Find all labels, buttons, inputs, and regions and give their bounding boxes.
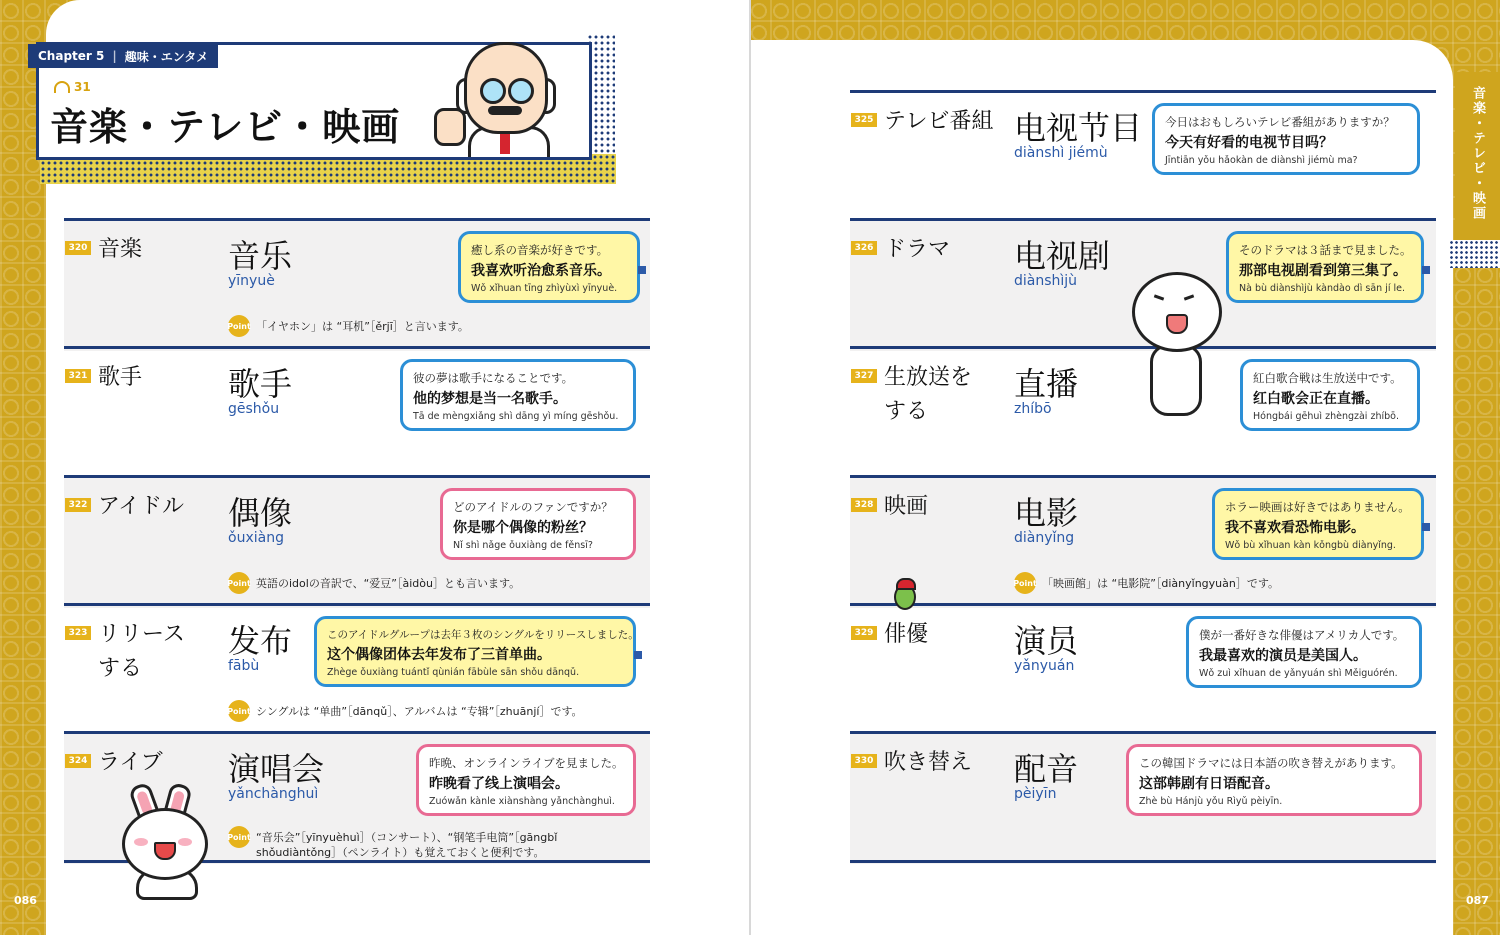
- entry-number: 325: [851, 113, 877, 127]
- example-pinyin: Nà bù diànshìjù kàndào dì sān jí le.: [1239, 283, 1405, 294]
- example-pinyin: Nǐ shì nǎge ǒuxiàng de fěnsī?: [453, 540, 593, 551]
- entry-japanese: ドラマ: [884, 237, 951, 262]
- point-note: [228, 700, 648, 722]
- entry-number: 330: [851, 754, 877, 768]
- point-icon: Point: [228, 315, 250, 337]
- example-chinese: 我喜欢听治愈系音乐。: [471, 263, 611, 279]
- bird-illustration: [892, 578, 916, 608]
- divider: [850, 860, 1436, 863]
- example-bubble: [458, 231, 640, 303]
- entry-number: 322: [65, 498, 91, 512]
- example-chinese: 那部电视剧看到第三集了。: [1239, 263, 1407, 279]
- entry-japanese: ライブ: [98, 750, 163, 775]
- example-pinyin: Wǒ zuì xǐhuan de yǎnyuán shì Měiguórén.: [1199, 668, 1398, 679]
- entry-pinyin: fābù: [228, 658, 260, 674]
- entry-chinese: 演员: [1014, 622, 1079, 660]
- entry-pinyin: zhíbō: [1014, 401, 1052, 417]
- example-bubble: [1226, 231, 1424, 303]
- example-japanese: 紅白歌合戦は生放送中です。: [1253, 371, 1402, 385]
- entry-number: 320: [65, 241, 91, 255]
- entry-pinyin: diànshìjù: [1014, 273, 1078, 289]
- entry-pinyin: gēshǒu: [228, 401, 280, 417]
- entry-number: 329: [851, 626, 877, 640]
- vocab-entry-330: [850, 731, 1436, 864]
- vocab-entry-325: [850, 90, 1436, 223]
- entry-japanese: 俳優: [884, 622, 929, 647]
- entry-chinese: 电视节目: [1014, 109, 1143, 147]
- cony-rabbit-illustration: [116, 784, 212, 896]
- point-icon: Point: [1014, 572, 1036, 594]
- example-bubble: [1126, 744, 1422, 816]
- point-note: [228, 572, 648, 594]
- example-japanese: このアイドルグループは去年３枚のシングルをリリースしました。: [327, 629, 639, 641]
- entry-japanese: テレビ番組: [884, 109, 994, 134]
- chapter-topic: 趣味・エンタメ: [124, 49, 209, 64]
- page-title: 音楽・テレビ・映画: [50, 105, 401, 149]
- entry-chinese: 直播: [1014, 365, 1079, 403]
- chapter-label: Chapter 5: [38, 49, 105, 63]
- brown-bear-illustration: [1132, 272, 1220, 418]
- point-text: 英語のidolの音訳で、“爱豆”［àidòu］とも言います。: [256, 577, 521, 590]
- point-text: シングルは “单曲”［dānqǔ］、アルバムは “专辑”［zhuānjí］です。: [256, 705, 583, 718]
- entry-number: 323: [65, 626, 91, 640]
- entry-pinyin: yīnyuè: [228, 273, 275, 289]
- example-pinyin: Zuówǎn kànle xiànshàng yǎnchànghuì.: [429, 796, 615, 807]
- point-note: [228, 315, 648, 337]
- chapter-tag: Chapter 5 | 趣味・エンタメ: [28, 44, 218, 68]
- example-bubble: [440, 488, 636, 560]
- entry-number: 326: [851, 241, 877, 255]
- example-japanese: どのアイドルのファンですか？: [453, 500, 613, 514]
- example-japanese: 今日はおもしろいテレビ番組がありますか？: [1165, 115, 1395, 129]
- page-number-right: 087: [1466, 894, 1489, 907]
- point-icon: Point: [228, 700, 250, 722]
- entry-pinyin: ǒuxiàng: [228, 530, 284, 546]
- entry-number: 324: [65, 754, 91, 768]
- entry-chinese: 电视剧: [1014, 237, 1111, 275]
- example-japanese: ホラー映画は好きではありません。: [1225, 500, 1410, 514]
- example-chinese: 我最喜欢的演员是美国人。: [1199, 648, 1367, 664]
- entry-japanese: 映画: [884, 494, 929, 519]
- example-japanese: 癒し系の音楽が好きです。: [471, 243, 609, 257]
- example-bubble: [1152, 103, 1420, 175]
- example-bubble: [400, 359, 636, 431]
- headphone-icon: [54, 81, 70, 93]
- entry-japanese: アイドル: [98, 494, 185, 519]
- entry-japanese: リリースする: [98, 622, 185, 681]
- vocab-entry-328: [850, 475, 1436, 608]
- vocab-entry-323: [64, 603, 650, 736]
- entry-number: 328: [851, 498, 877, 512]
- entry-pinyin: diànyǐng: [1014, 530, 1075, 546]
- entry-chinese: 配音: [1014, 750, 1079, 788]
- example-pinyin: Jīntiān yǒu hǎokàn de diànshì jiémù ma?: [1165, 155, 1358, 166]
- point-text: 「映画館」は “电影院”［diànyǐngyuàn］です。: [1042, 577, 1279, 590]
- section-side-tab: [1455, 72, 1500, 262]
- point-note: [228, 826, 638, 860]
- point-text: “音乐会”［yīnyuèhuì］（コンサート）、“钢笔手电筒”［gāngbǐ shǒudiàntǒng］（ペンライト）も覚えておくと便利です。: [256, 831, 558, 859]
- example-japanese: この韓国ドラマには日本語の吹き替えがあります。: [1139, 756, 1403, 770]
- entry-chinese: 偶像: [228, 494, 293, 532]
- example-pinyin: Hóngbái gēhuì zhèngzài zhíbō.: [1253, 411, 1399, 422]
- example-japanese: 昨晩、オンラインライブを見ました。: [429, 756, 624, 770]
- example-chinese: 我不喜欢看恐怖电影。: [1225, 520, 1365, 536]
- point-text: 「イヤホン」は “耳机”［ěrjī］と言います。: [256, 320, 469, 333]
- page-number-left: 086: [14, 894, 37, 907]
- side-tab-dots: [1449, 240, 1500, 268]
- entry-japanese: 歌手: [98, 365, 143, 390]
- vocab-entry-321: [64, 346, 650, 479]
- audio-track[interactable]: [54, 80, 91, 94]
- entry-pinyin: pèiyīn: [1014, 786, 1057, 802]
- example-bubble: [314, 616, 639, 687]
- point-note: [1014, 572, 1434, 594]
- point-icon: Point: [228, 572, 250, 594]
- example-chinese: 这个偶像团体去年发布了三首单曲。: [327, 647, 551, 663]
- entry-chinese: 发布: [228, 622, 293, 660]
- example-bubble: [1212, 488, 1424, 560]
- example-pinyin: Zhè bù Hánjù yǒu Rìyǔ pèiyīn.: [1139, 796, 1283, 807]
- example-chinese: 他的梦想是当一名歌手。: [413, 391, 567, 407]
- example-japanese: 僕が一番好きな俳優はアメリカ人です。: [1199, 628, 1405, 642]
- entry-number: 321: [65, 369, 91, 383]
- example-bubble: [416, 744, 636, 816]
- entry-japanese: 吹き替え: [884, 750, 973, 775]
- entry-chinese: 音乐: [228, 237, 293, 275]
- example-chinese: 今天有好看的电视节目吗？: [1165, 135, 1333, 151]
- entry-pinyin: diànshì jiémù: [1014, 145, 1108, 161]
- professor-illustration: [434, 38, 574, 156]
- example-chinese: 你是哪个偶像的粉丝？: [453, 520, 593, 536]
- entry-japanese: 生放送をする: [884, 365, 973, 424]
- entry-pinyin: yǎnyuán: [1014, 658, 1075, 674]
- side-tab-label: 音楽・テレビ・映画: [1470, 86, 1485, 221]
- track-number: 31: [74, 80, 91, 94]
- example-pinyin: Tā de mèngxiǎng shì dāng yì míng gēshǒu.: [413, 411, 619, 422]
- example-pinyin: Wǒ bù xǐhuan kàn kǒngbù diànyǐng.: [1225, 540, 1396, 551]
- example-bubble: [1240, 359, 1420, 431]
- example-chinese: 这部韩剧有日语配音。: [1139, 776, 1279, 792]
- point-icon: Point: [228, 826, 250, 848]
- example-pinyin: Wǒ xǐhuan tīng zhìyùxì yīnyuè.: [471, 283, 618, 294]
- vocab-entry-329: [850, 603, 1436, 736]
- entry-japanese: 音楽: [98, 237, 143, 262]
- entry-number: 327: [851, 369, 877, 383]
- entry-pinyin: yǎnchànghuì: [228, 786, 319, 802]
- example-bubble: [1186, 616, 1422, 688]
- example-chinese: 红白歌会正在直播。: [1253, 391, 1379, 407]
- example-chinese: 昨晚看了线上演唱会。: [429, 776, 569, 792]
- vocab-entry-320: [64, 218, 650, 351]
- entry-chinese: 演唱会: [228, 750, 325, 788]
- book-gutter: [749, 0, 751, 935]
- example-japanese: そのドラマは３話まで見ました。: [1239, 243, 1412, 257]
- example-japanese: 彼の夢は歌手になることです。: [413, 371, 574, 385]
- entry-chinese: 歌手: [228, 365, 293, 403]
- example-pinyin: Zhège ǒuxiàng tuántǐ qùnián fābùle sān shǒu dānqǔ.: [327, 667, 580, 678]
- vocab-entry-322: [64, 475, 650, 608]
- entry-chinese: 电影: [1014, 494, 1079, 532]
